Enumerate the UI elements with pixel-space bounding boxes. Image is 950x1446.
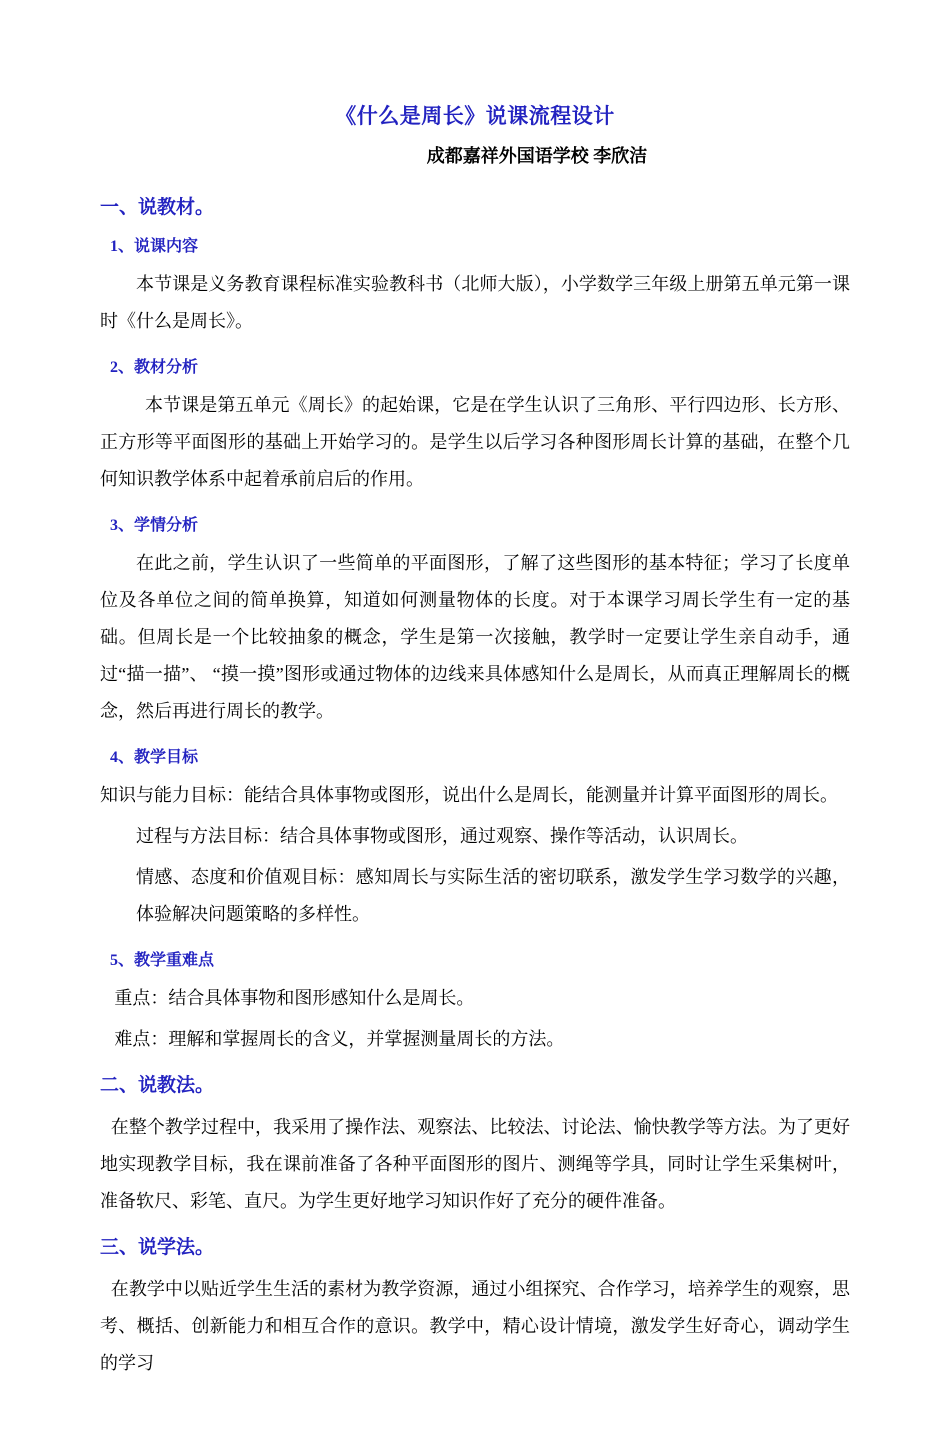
subsection-1-5-heading: 5、教学重难点 xyxy=(110,952,215,969)
section-3-heading: 三、说学法。 xyxy=(100,1237,215,1258)
paragraph-goal-process: 过程与方法目标：结合具体事物或图形，通过观察、操作等活动，认识周长。 xyxy=(136,826,748,846)
paragraph-difficult-point: 难点：理解和掌握周长的含义，并掌握测量周长的方法。 xyxy=(114,1029,565,1049)
paragraph-learning-methods: 在教学中以贴近学生生活的素材为教学资源，通过小组探究、合作学习，培养学生的观察，思考、概括、创新能力和相互合作的意识。教学中，精心设计情境，激发学生好奇心，调动学生的学习 xyxy=(100,1279,850,1373)
subsection-1-2-heading: 2、教材分析 xyxy=(110,359,199,376)
paragraph-goal-emotion: 情感、态度和价值观目标：感知周长与实际生活的密切联系，激发学生学习数学的兴趣，体验解决问题策略的多样性。 xyxy=(136,867,850,924)
paragraph-material-analysis: 本节课是第五单元《周长》的起始课，它是在学生认识了三角形、平行四边形、长方形、正方形等平面图形的基础上开始学习的。是学生以后学习各种图形周长计算的基础，在整个几何知识教学体系中起着承前启后的作用。 xyxy=(100,395,850,489)
section-1-heading: 一、说教材。 xyxy=(100,197,215,218)
document-author: 成都嘉祥外国语学校 李欣洁 xyxy=(426,146,648,166)
subsection-1-3-heading: 3、学情分析 xyxy=(110,517,199,534)
paragraph-lesson-content: 本节课是义务教育课程标准实验教科书（北师大版），小学数学三年级上册第五单元第一课时《什么是周长》。 xyxy=(100,274,850,331)
document-title: 《什么是周长》说课流程设计 xyxy=(335,104,615,128)
subsection-1-1-heading: 1、说课内容 xyxy=(110,238,199,255)
paragraph-key-point: 重点：结合具体事物和图形感知什么是周长。 xyxy=(114,988,475,1008)
section-2-heading: 二、说教法。 xyxy=(100,1075,215,1096)
paragraph-teaching-methods: 在整个教学过程中，我采用了操作法、观察法、比较法、讨论法、愉快教学等方法。为了更好地实现教学目标，我在课前准备了各种平面图形的图片、测绳等学具，同时让学生采集树叶，准备软尺、彩笔、直尺。为学生更好地学习知识作好了充分的硬件准备。 xyxy=(100,1117,850,1211)
subsection-1-4-heading: 4、教学目标 xyxy=(110,749,199,766)
paragraph-learner-analysis: 在此之前，学生认识了一些简单的平面图形，了解了这些图形的基本特征；学习了长度单位及各单位之间的简单换算，知道如何测量物体的长度。对于本课学习周长学生有一定的基础。但周长是一个比较抽象的概念，学生是第一次接触，教学时一定要让学生亲自动手，通过“描一描”、 “摸一摸”图形或通过物体的边线来具体感知什么是周长，从而真正理解周长的概念，然后再进行周长的教学。 xyxy=(100,553,850,721)
paragraph-goal-knowledge: 知识与能力目标：能结合具体事物或图形，说出什么是周长，能测量并计算平面图形的周长。 xyxy=(100,785,838,805)
